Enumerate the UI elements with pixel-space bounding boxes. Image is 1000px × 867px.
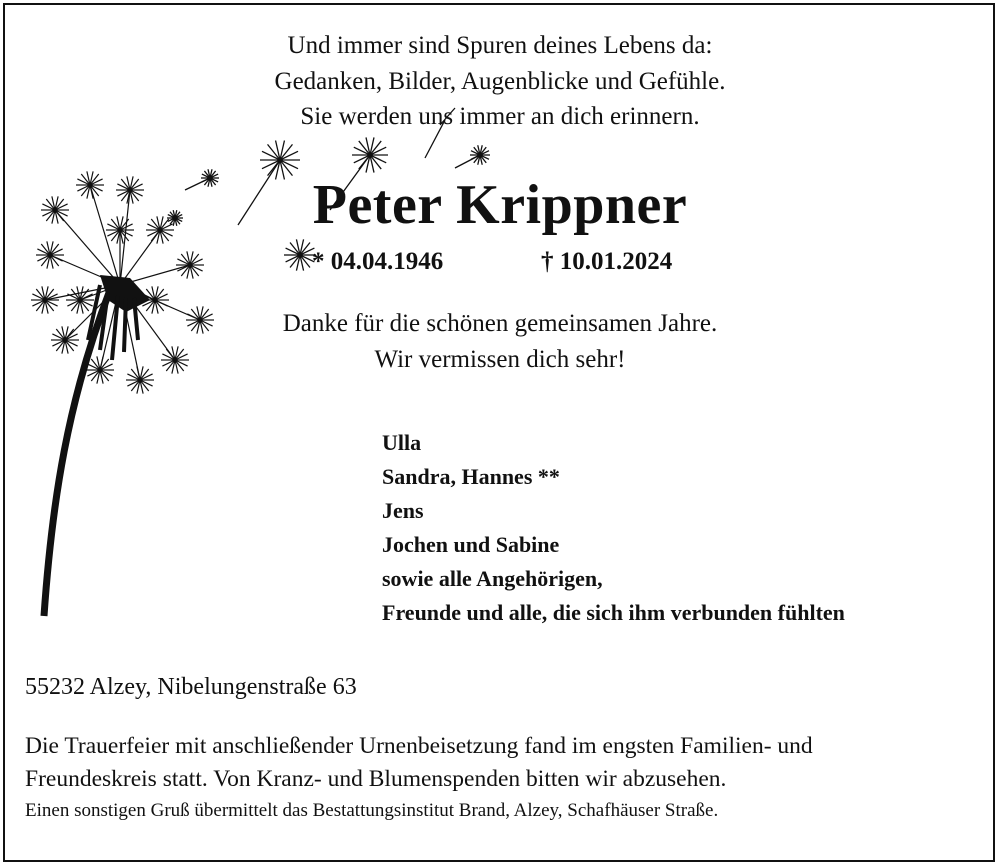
footnote: Einen sonstigen Gruß übermittelt das Bestattungsinstitut Brand, Alzey, Schafhäuser Straße. [25,800,719,821]
mourners-list [382,426,845,630]
verse-line: Gedanken, Bilder, Augenblicke und Gefühle. [274,67,726,95]
mourner: sowie alle Angehörigen, [382,566,603,591]
deceased-name: Peter Krippner [312,174,688,236]
notice-line: Die Trauerfeier mit anschließender Urnenbeisetzung fand im engsten Familien- und [25,733,813,759]
notice-line: Freundeskreis statt. Von Kranz- und Blumenspenden bitten wir abzusehen. [25,766,727,792]
thanks-line: Danke für die schönen gemeinsamen Jahre. [282,310,718,337]
thanks-text [0,306,1000,377]
verse-line: Sie werden uns immer an dich erinnern. [300,103,700,130]
mourner: Ulla [382,430,422,455]
mourner: Jens [382,498,424,523]
mourner: Sandra, Hannes ** [382,464,560,489]
address: 55232 Alzey, Nibelungenstraße 63 [25,674,357,700]
mourner: Jochen und Sabine [382,532,560,557]
death-date: † 10.01.2024 [541,248,673,275]
birth-date: * 04.04.1946 [312,248,444,275]
verse [0,28,1000,135]
funeral-notice [25,730,813,796]
mourner: Freunde und alle, die sich ihm verbunden fühlten [382,600,845,625]
thanks-line: Wir vermissen dich sehr! [374,345,626,373]
verse-line: Und immer sind Spuren deines Lebens da: [287,32,713,59]
